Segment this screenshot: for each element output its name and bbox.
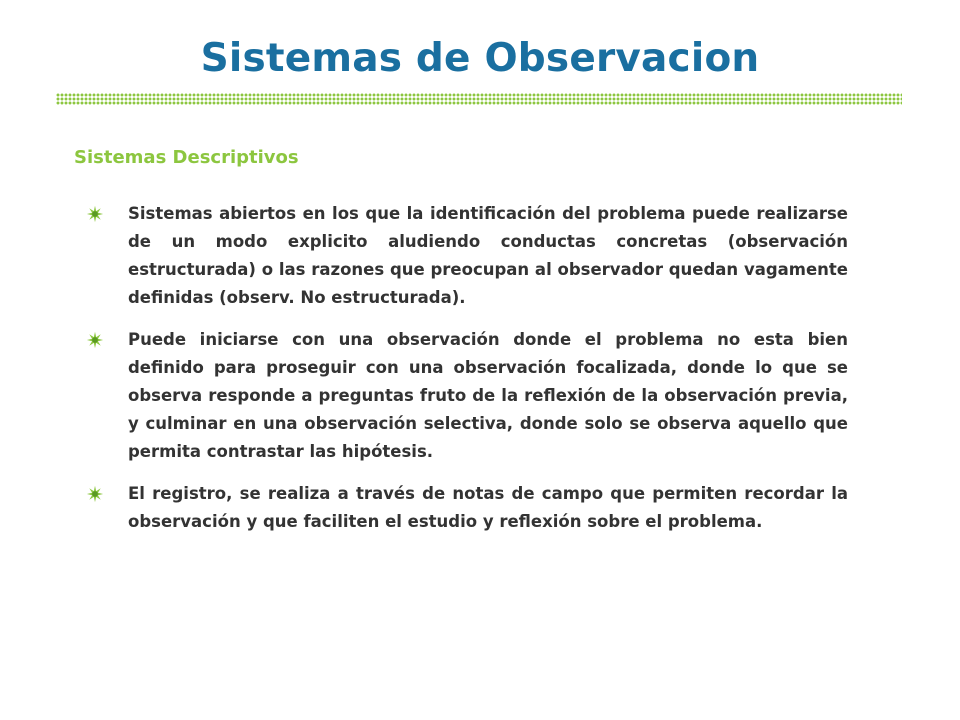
section-heading: Sistemas Descriptivos — [74, 147, 299, 168]
bullet-item — [84, 200, 848, 312]
starburst-bullet-icon — [86, 331, 104, 349]
bullet-text: Sistemas abiertos en los que la identificación del problema puede realizarse de un modo explicito aludiendo conductas concretas (observación estructurada) o las razones que preocupan al observador quedan vagamente definidas (observ. No estructurada). — [128, 204, 848, 307]
bullet-item — [84, 326, 848, 466]
bullet-text: Puede iniciarse con una observación donde el problema no esta bien definido para proseguir con una observación focalizada, donde lo que se observa responde a preguntas fruto de la reflexión de la observación previa, y culminar en una observación selectiva, donde solo se observa aquello que permita contrastar las hipótesis. — [128, 330, 848, 461]
starburst-bullet-icon — [86, 485, 104, 503]
bullet-item — [84, 480, 848, 536]
slide-title: Sistemas de Observacion — [200, 36, 760, 81]
starburst-bullet-icon — [86, 205, 104, 223]
title-dotted-divider — [56, 93, 902, 105]
bullet-list — [84, 200, 848, 550]
bullet-text: El registro, se realiza a través de notas de campo que permiten recordar la observación y que faciliten el estudio y reflexión sobre el problema. — [128, 484, 848, 531]
